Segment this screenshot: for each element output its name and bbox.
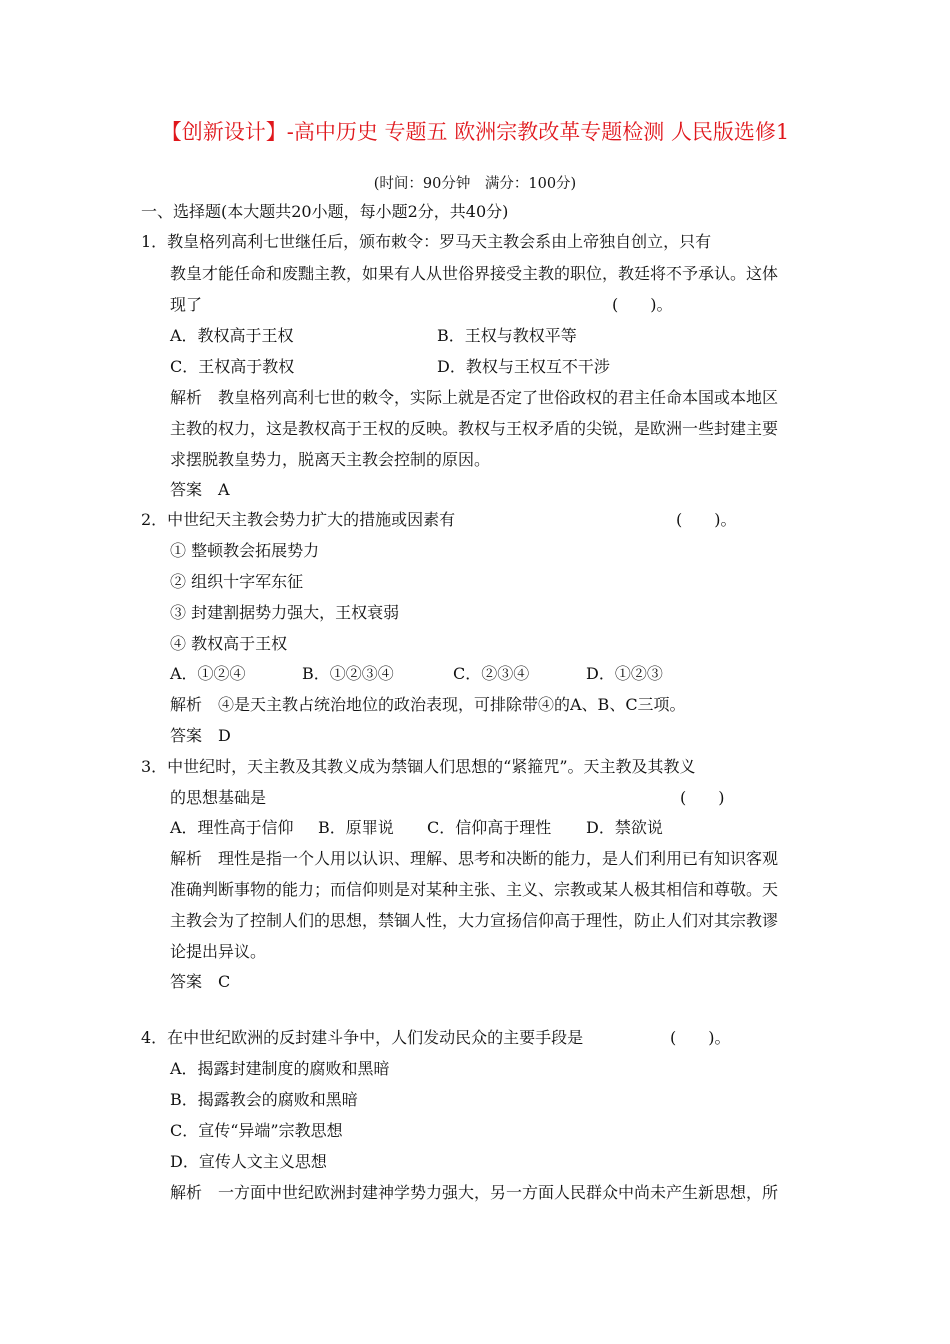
question-1-stem: 教皇才能任命和废黜主教，如果有人从世俗界接受主教的职位，教廷将不予承认。这体: [170, 264, 779, 283]
option-a: A．理性高于信仰: [170, 818, 294, 837]
list-item: ④ 教权高于王权: [170, 634, 288, 653]
option-c: C．②③④: [453, 664, 530, 683]
analysis-text: 主教的权力，这是教权高于王权的反映。教权与王权矛盾的尖锐，是欧洲一些封建主要: [170, 419, 779, 438]
document-title: 【创新设计】-高中历史 专题五 欧洲宗教改革专题检测 人民版选修1: [160, 120, 790, 144]
answer-text: 答案 A: [170, 480, 230, 499]
section-heading: 一、选择题(本大题共20小题，每小题2分，共40分): [141, 202, 509, 221]
option-a: A．揭露封建制度的腐败和黑暗: [170, 1059, 390, 1078]
option-c: C．信仰高于理性: [427, 818, 552, 837]
analysis-text: 主教会为了控制人们的思想，禁锢人性，大力宣扬信仰高于理性，防止人们对其宗教谬: [170, 911, 779, 930]
option-c: C．王权高于教权: [170, 357, 295, 376]
option-a: A．①②④: [170, 664, 246, 683]
exam-time-score: (时间：90分钟 满分：100分): [373, 176, 577, 192]
option-d: D．教权与王权互不干涉: [437, 357, 610, 376]
analysis-text: 解析 教皇格列高利七世的敕令，实际上就是否定了世俗政权的君主任命本国或本地区: [170, 388, 779, 407]
answer-blank: ( )。: [612, 295, 673, 314]
analysis-text: 准确判断事物的能力；而信仰则是对某种主张、主义、宗教或某人极其相信和尊敬。天: [170, 880, 779, 899]
analysis-text: 解析 ④是天主教占统治地位的政治表现，可排除带④的A、B、C三项。: [170, 695, 686, 714]
analysis-text: 解析 理性是指一个人用以认识、理解、思考和决断的能力，是人们利用已有知识客观: [170, 849, 779, 868]
analysis-text: 论提出异议。: [170, 942, 267, 961]
option-b: B．①②③④: [302, 664, 394, 683]
question-3-stem: 的思想基础是: [170, 788, 267, 807]
analysis-text: 解析 一方面中世纪欧洲封建神学势力强大，另一方面人民群众中尚未产生新思想，所: [170, 1183, 779, 1202]
answer-text: 答案 D: [170, 726, 231, 745]
answer-blank: ( ): [680, 788, 725, 807]
list-item: ③ 封建割据势力强大，王权衰弱: [170, 603, 400, 622]
list-item: ① 整顿教会拓展势力: [170, 541, 320, 560]
answer-blank: ( )。: [676, 510, 737, 529]
question-2-stem: 2．中世纪天主教会势力扩大的措施或因素有: [141, 510, 456, 529]
question-3-stem: 3．中世纪时，天主教及其教义成为禁锢人们思想的“紧箍咒”。天主教及其教义: [141, 757, 696, 776]
option-b: B．揭露教会的腐败和黑暗: [170, 1090, 358, 1109]
question-4-stem: 4．在中世纪欧洲的反封建斗争中，人们发动民众的主要手段是: [141, 1028, 584, 1047]
option-d: D．①②③: [586, 664, 663, 683]
option-d: D．宣传人文主义思想: [170, 1152, 327, 1171]
option-b: B．原罪说: [318, 818, 394, 837]
option-c: C．宣传“异端”宗教思想: [170, 1121, 343, 1140]
list-item: ② 组织十字军东征: [170, 572, 304, 591]
analysis-text: 求摆脱教皇势力，脱离天主教会控制的原因。: [170, 450, 491, 469]
question-1-stem: 1．教皇格列高利七世继任后，颁布敕令：罗马天主教会系由上帝独自创立，只有: [141, 232, 712, 251]
option-d: D．禁欲说: [586, 818, 663, 837]
question-1-stem: 现了: [170, 295, 203, 314]
answer-text: 答案 C: [170, 972, 231, 991]
answer-blank: ( )。: [670, 1028, 731, 1047]
option-b: B．王权与教权平等: [437, 326, 577, 345]
option-a: A．教权高于王权: [170, 326, 294, 345]
